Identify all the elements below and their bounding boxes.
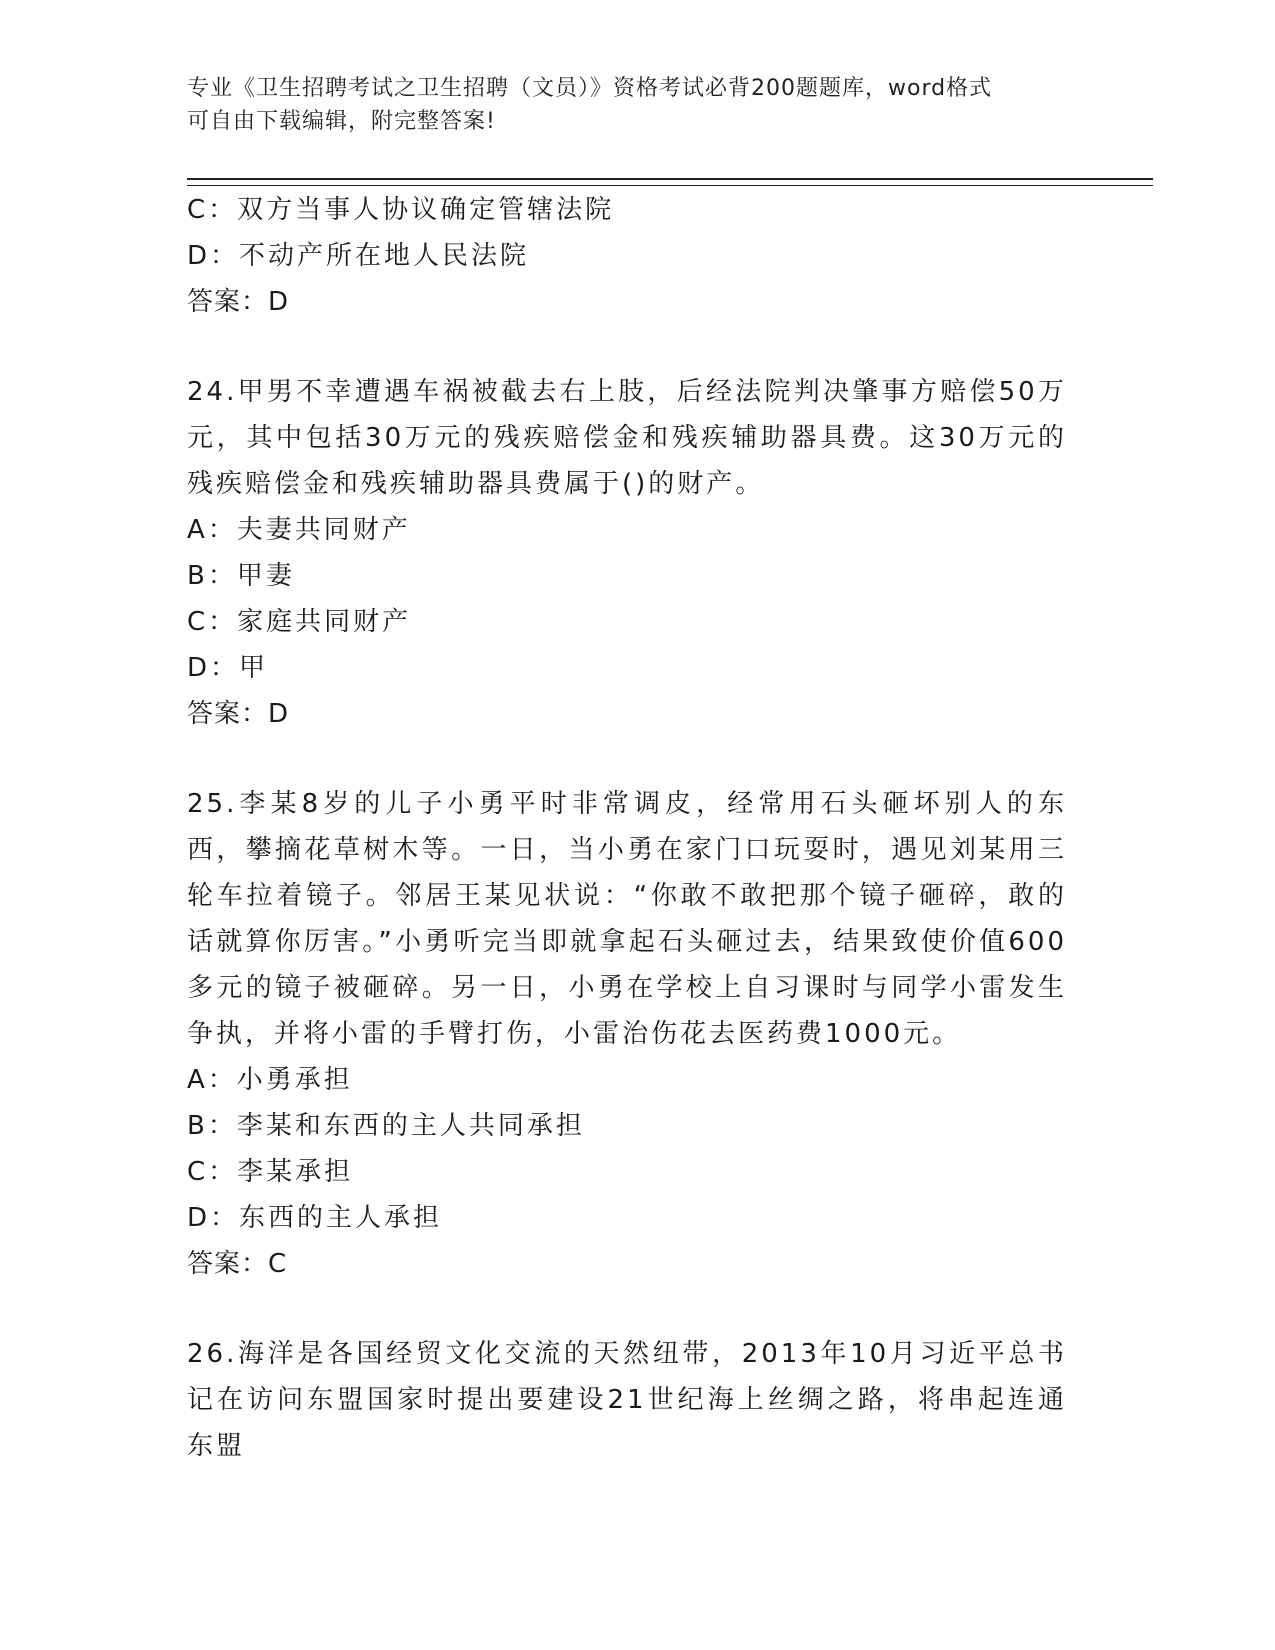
option-a: A：小勇承担 <box>187 1065 353 1095</box>
answer: 答案：D <box>187 699 290 729</box>
option-c: C：双方当事人协议确定管辖法院 <box>187 195 615 225</box>
option-c: C：家庭共同财产 <box>187 607 412 637</box>
option-d: D：东西的主人承担 <box>187 1203 443 1233</box>
question-text: 25.李某8岁的儿子小勇平时非常调皮，经常用石头砸坏别人的东西，攀摘花草树木等。一日，当小勇在家门口玩耍时，遇见刘某用三轮车拉着镜子。邻居王某见状说：“你敢不敢把那个镜子砸碎，敢的话就算你厉害。”小勇听完当即就拿起石头砸过去，结果致使价值600多元的镜子被砸碎。另一日，小勇在学校上自习课时与同学小雷发生争执，并将小雷的手臂打伤，小雷治伤花去医药费1000元。 <box>187 789 1067 1049</box>
answer: 答案：C <box>187 1249 288 1279</box>
spacer <box>187 325 1067 369</box>
header-line-1: 专业《卫生招聘考试之卫生招聘（文员）》资格考试必背200题题库，word格式 <box>187 76 993 101</box>
header-line-2: 可自由下载编辑，附完整答案! <box>187 109 496 134</box>
question-25 <box>187 781 1067 1287</box>
question-26 <box>187 1331 1067 1469</box>
option-c: C：李某承担 <box>187 1157 354 1187</box>
spacer <box>187 737 1067 781</box>
question-text: 26.海洋是各国经贸文化交流的天然纽带，2013年10月习近平总书记在访问东盟国家时提出要建设21世纪海上丝绸之路，将串起连通东盟 <box>187 1339 1067 1461</box>
option-a: A：夫妻共同财产 <box>187 515 411 545</box>
question-24 <box>187 369 1067 737</box>
document-header <box>187 72 1067 138</box>
option-d: D：不动产所在地人民法院 <box>187 241 530 271</box>
option-d: D：甲 <box>187 653 269 683</box>
document-body <box>187 187 1067 1469</box>
option-b: B：甲妻 <box>187 561 295 591</box>
question-23-tail <box>187 187 1067 325</box>
option-b: B：李某和东西的主人共同承担 <box>187 1111 585 1141</box>
spacer <box>187 1287 1067 1331</box>
question-text: 24.甲男不幸遭遇车祸被截去右上肢，后经法院判决肇事方赔偿50万元，其中包括30万元的残疾赔偿金和残疾辅助器具费。这30万元的残疾赔偿金和残疾辅助器具费属于()的财产。 <box>187 377 1067 499</box>
header-divider <box>187 178 1153 186</box>
answer: 答案：D <box>187 287 290 317</box>
